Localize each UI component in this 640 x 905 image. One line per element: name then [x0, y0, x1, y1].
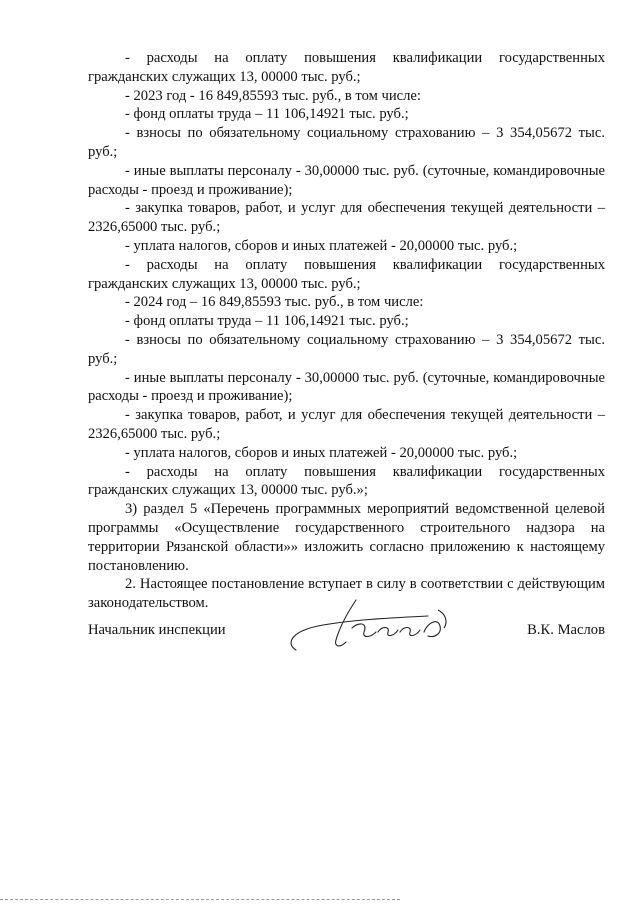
signatory-name: В.К. Маслов	[527, 622, 605, 638]
paragraph-12: - иные выплаты персоналу - 30,00000 тыс. руб. (суточные, командировочные расходы - проезд и проживание);	[88, 369, 605, 405]
paragraph-2: - 2023 год - 16 849,85593 тыс. руб., в том числе:	[125, 87, 421, 104]
signatory-position: Начальник инспекции	[88, 622, 226, 638]
paragraph-6: - закупка товаров, работ, и услуг для обеспечения текущей деятельности – 2326,65000 тыс. руб.;	[88, 200, 605, 236]
document-body	[88, 49, 605, 613]
paragraph-1: - расходы на оплату повышения квалификации государственных гражданских служащих 13, 00000 тыс. руб.;	[88, 50, 605, 85]
paragraph-5: - иные выплаты персоналу - 30,00000 тыс. руб. (суточные, командировочные расходы - проезд и проживание);	[88, 162, 605, 198]
paragraph-9: - 2024 год – 16 849,85593 тыс. руб., в том числе:	[125, 294, 424, 311]
paragraph-7: - уплата налогов, сборов и иных платежей - 20,00000 тыс. руб.;	[125, 237, 518, 254]
footer-divider	[0, 899, 400, 900]
paragraph-17: 2. Настоящее постановление вступает в силу в соответствии с действующим законодательством.	[88, 576, 605, 612]
paragraph-4: - взносы по обязательному социальному страхованию – 3 354,05672 тыс. руб.;	[88, 125, 605, 160]
paragraph-16: 3) раздел 5 «Перечень программных мероприятий ведомственной целевой программы «Осуществление государственного строительного надзора на территории Рязанской области»» изложить согласно приложению к настоящему постановлению.	[88, 501, 605, 574]
paragraph-13: - закупка товаров, работ, и услуг для обеспечения текущей деятельности – 2326,65000 тыс. руб.;	[88, 407, 605, 442]
paragraph-3: - фонд оплаты труда – 11 106,14921 тыс. руб.;	[125, 106, 409, 123]
paragraph-14: - уплата налогов, сборов и иных платежей - 20,00000 тыс. руб.;	[125, 444, 518, 461]
paragraph-10: - фонд оплаты труда – 11 106,14921 тыс. руб.;	[125, 313, 409, 330]
signature-block	[88, 620, 605, 660]
paragraph-8: - расходы на оплату повышения квалификации государственных гражданских служащих 13, 00000 тыс. руб.;	[88, 256, 605, 292]
paragraph-11: - взносы по обязательному социальному страхованию – 3 354,05672 тыс. руб.;	[88, 331, 605, 367]
handwritten-signature-icon	[278, 592, 468, 662]
paragraph-15: - расходы на оплату повышения квалификации государственных гражданских служащих 13, 00000 тыс. руб.»;	[88, 463, 605, 499]
